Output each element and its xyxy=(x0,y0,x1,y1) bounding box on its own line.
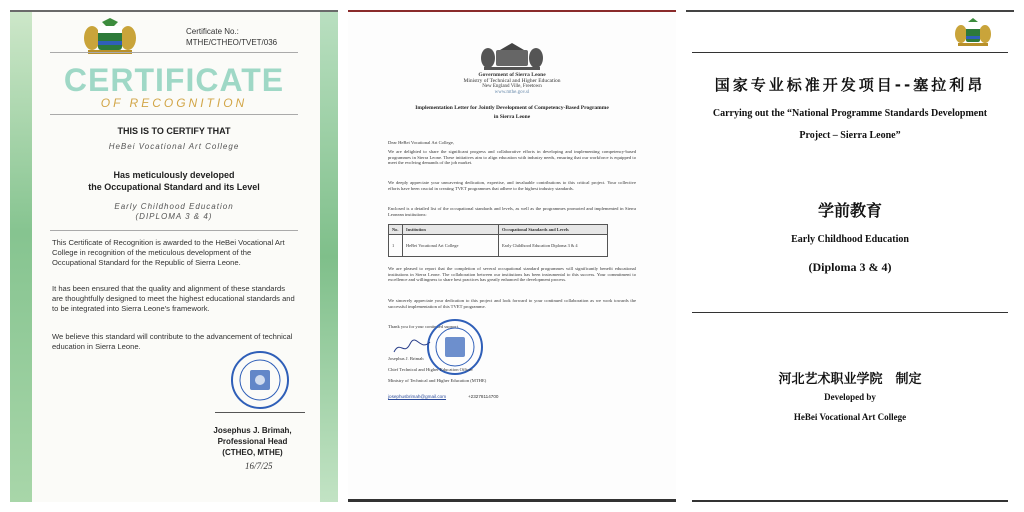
letter-signer-name: Josephus J. Brimah xyxy=(388,356,424,361)
ministry-website[interactable]: www.mthe.gov.sl xyxy=(494,90,530,95)
letter-paragraph-2: We deeply appreciate your unwavering dedication, expertise, and invaluable contributions to this critical project. Your collective efforts have been crucial in creating TVET programmes that adhere to the highest industry standards. xyxy=(388,180,636,191)
certificate-number-label: Certificate No.: xyxy=(186,27,239,36)
certificate-page xyxy=(10,10,338,502)
signer-org: (CTHEO, MTHE) xyxy=(222,448,283,457)
letter-closing: Thank you for your continued support. xyxy=(388,324,460,329)
letter-salutation: Dear HeBei Vocational Art College, xyxy=(388,140,455,145)
table-cell-institution: HeBei Vocational Art College xyxy=(403,235,499,257)
college-name: HeBei Vocational Art College xyxy=(108,142,240,151)
achievement-line-2: the Occupational Standard and its Level xyxy=(88,182,260,192)
cover-chinese-developer: 河北艺术职业学院 制定 xyxy=(778,372,922,387)
letter-title-line-1: Implementation Letter for Jointly Development of Competency-Based Programme xyxy=(415,105,609,111)
implementation-letter-page xyxy=(348,10,676,502)
certificate-subtitle: OF RECOGNITION xyxy=(100,96,248,110)
cover-coat-of-arms-icon xyxy=(954,16,992,48)
table-row xyxy=(389,235,608,257)
cover-middle-divider xyxy=(692,312,1008,313)
program-name xyxy=(40,202,308,222)
achievement-text xyxy=(40,169,308,193)
letter-signer-org: Ministry of Technical and Higher Education (MTHE) xyxy=(388,378,487,383)
certificate-number xyxy=(186,26,277,48)
cover-developed-by: Developed by xyxy=(824,392,876,402)
table-header-row xyxy=(389,225,608,235)
contact-email-link[interactable]: josephusbrimah@gmail.com xyxy=(388,394,447,399)
table-header-no: No. xyxy=(389,225,403,235)
program-diploma: (DIPLOMA 3 & 4) xyxy=(135,212,213,221)
gov-name: Government of Sierra Leone xyxy=(478,72,546,78)
right-decorative-stripe xyxy=(320,12,338,502)
table-cell-no: 1 xyxy=(389,235,403,257)
cover-english-title-line-2: Project – Sierra Leone” xyxy=(799,130,901,141)
handwritten-signature-icon xyxy=(392,338,432,356)
ministry-name: Ministry of Technical and Higher Education xyxy=(463,78,561,84)
cover-english-title-line-1: Carrying out the “National Programme Standards Development xyxy=(712,108,988,119)
table-header-standards: Occupational Standards and Levels xyxy=(499,225,608,235)
table-cell-standards: Early Childhood Education Diploma 3 & 4 xyxy=(499,235,608,257)
certificate-number-value: MTHE/CTHEO/TVET/036 xyxy=(186,38,278,47)
letterhead-emblem-icon xyxy=(478,42,546,72)
cover-chinese-title: 国家专业标准开发项目--塞拉利昂 xyxy=(714,76,986,94)
signer-name: Josephus J. Brimah, xyxy=(213,426,292,435)
title-divider xyxy=(50,114,298,115)
cover-english-program: Early Childhood Education xyxy=(791,234,909,245)
letter-paragraph-1: We are delighted to share the significant progress and collaborative efforts in developing and implementing competency-based programmes in Sierra Leone. These initiatives aim to align education with industry needs, ensuring that our workforce is equipped to meet the evolving demands of the job market. xyxy=(388,149,636,166)
cover-page xyxy=(686,10,1014,502)
standards-table xyxy=(388,224,608,257)
letter-paragraph-4: We are pleased to report that the completion of several occupational standard programmes will significantly benefit educational institutions in Sierra Leone. The collaboration between our institutions has been instrumental to this success. Your commitment to excellence and willingness to share best practices has greatly enhanced the development process. xyxy=(388,266,636,283)
letter-paragraph-3: Enclosed is a detailed list of the occupational standards and levels, as well as the programmes promoted and implemented in Sierra Leonean institutions: xyxy=(388,206,636,217)
contact-phone: +23278114700 xyxy=(468,394,499,399)
header-divider xyxy=(50,52,298,53)
cover-chinese-program: 学前教育 xyxy=(817,201,882,220)
belief-paragraph: We believe this standard will contribute to the advancement of technical education in Sierra Leone. xyxy=(52,332,293,351)
letter-title xyxy=(388,104,636,122)
certify-heading: THIS IS TO CERTIFY THAT xyxy=(117,126,231,136)
body-divider xyxy=(50,230,298,231)
coat-of-arms-icon xyxy=(82,16,138,56)
page-bottom-bar xyxy=(348,499,676,502)
program-title: Early Childhood Education xyxy=(114,202,234,211)
quality-paragraph: It has been ensured that the quality and alignment of these standards are thoughtfully designed to meet the highest educational standards and to be integrated into Sierra Leone's framework. xyxy=(52,284,295,313)
cover-diploma: (Diploma 3 & 4) xyxy=(808,260,892,274)
recognition-paragraph: This Certificate of Recognition is awarded to the HeBei Vocational Art College in recognition of the meticulous development of the Occupational Standard for the Republic of Sierra Leone. xyxy=(52,238,285,267)
letter-paragraph-5: We sincerely appreciate your dedication to this project and look forward to your continued collaboration as we work towards the successful implementation of this TVET programme. xyxy=(388,298,636,309)
signature-date: 16/7/25 xyxy=(245,461,273,471)
table-header-institution: Institution xyxy=(403,225,499,235)
achievement-line-1: Has meticulously developed xyxy=(113,170,235,180)
left-decorative-stripe xyxy=(10,12,32,502)
ministry-address: New England Ville, Freetown xyxy=(482,84,542,89)
signer-block xyxy=(190,425,315,458)
certificate-title: CERTIFICATE xyxy=(63,62,285,98)
signature-line xyxy=(215,412,305,413)
official-stamp-icon xyxy=(230,350,290,410)
signer-role: Professional Head xyxy=(217,437,288,446)
letter-title-line-2: in Sierra Leone xyxy=(493,114,531,120)
cover-top-divider xyxy=(692,52,1008,53)
letter-signer-role: Chief Technical and Higher Education Officer xyxy=(388,367,473,372)
cover-college: HeBei Vocational Art College xyxy=(793,412,907,422)
cover-bottom-divider xyxy=(692,500,1008,502)
